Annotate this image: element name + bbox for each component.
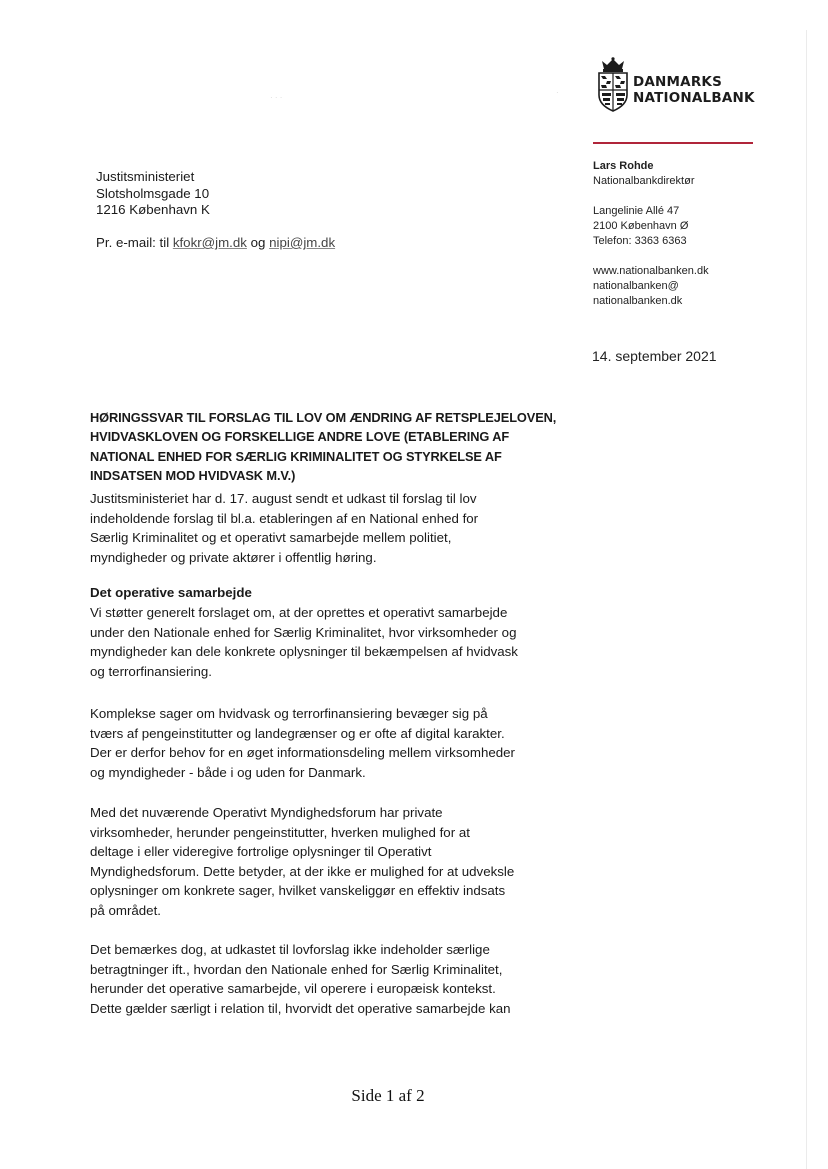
letter-date: 14. september 2021: [592, 348, 717, 364]
email-connector: og: [246, 235, 270, 250]
paragraph-line: virksomheder, herunder pengeinstitutter, hverken mulighed for at: [90, 824, 470, 840]
recipient-address: [96, 169, 210, 219]
sender-address-line2: 2100 København Ø: [593, 220, 689, 232]
scan-speck: ·: [556, 88, 559, 97]
sender-email-line1[interactable]: nationalbanken@: [593, 280, 679, 292]
sender-web: [593, 264, 709, 309]
sender-title: Nationalbankdirektør: [593, 175, 695, 187]
section-heading: Det operative samarbejde: [90, 585, 252, 600]
paragraph-1: [90, 603, 518, 681]
paragraph-3: [90, 803, 514, 921]
subject-line: NATIONAL ENHED FOR SÆRLIG KRIMINALITET OG STYRKELSE AF: [90, 448, 502, 464]
page-edge-line: [806, 30, 807, 1169]
recipient-line3: 1216 København K: [96, 202, 210, 217]
crown-shield-icon: [596, 57, 630, 113]
paragraph-4: [90, 940, 511, 1018]
sender-website[interactable]: www.nationalbanken.dk: [593, 265, 709, 277]
paragraph-line: tværs af pengeinstitutter og landegrænser og er ofte af digital karakter.: [90, 725, 505, 741]
bank-name: [633, 74, 755, 106]
paragraph-line: Myndighedsforum. Dette betyder, at der ikke er mulighed for at udveksle: [90, 863, 515, 879]
subject-line: INDSATSEN MOD HVIDVASK M.V.): [90, 467, 296, 483]
sender-block: [593, 159, 695, 189]
paragraph-line: deltage i eller videregive fortrolige oplysninger til Operativt: [90, 844, 432, 860]
email-prefix: Pr. e-mail: til: [96, 235, 173, 250]
recipient-line1: Justitsministeriet: [96, 169, 195, 184]
email-link-nipi[interactable]: nipi@jm.dk: [269, 235, 336, 250]
paragraph-line: indeholdende forslag til bl.a. etableringen af en National enhed for: [90, 510, 479, 526]
email-link-kfokr[interactable]: kfokr@jm.dk: [172, 235, 247, 250]
paragraph-line: herunder det operative samarbejde, vil operere i europæisk kontekst.: [90, 981, 496, 997]
paragraph-line: betragtninger ift., hvordan den Nationale enhed for Særlig Kriminalitet,: [90, 961, 503, 977]
paragraph-line: Med det nuværende Operativt Myndighedsforum har private: [90, 805, 443, 820]
paragraph-line: og terrorfinansiering.: [90, 663, 212, 679]
paragraph-line: Det bemærkes dog, at udkastet til lovforslag ikke indeholder særlige: [90, 942, 490, 957]
paragraph-line: oplysninger om konkrete sager, hvilket vanskeliggør en effektiv indsats: [90, 883, 506, 899]
sender-name: Lars Rohde: [593, 160, 654, 172]
subject-line: HVIDVASKLOVEN OG FORSKELLIGE ANDRE LOVE (ETABLERING AF: [90, 429, 510, 445]
page-number-footer: Side 1 af 2: [351, 1086, 425, 1105]
paragraph-2: [90, 704, 515, 782]
paragraph-line: på området.: [90, 902, 161, 918]
scan-speck: · · ·: [270, 93, 283, 102]
subject-heading: [90, 408, 590, 485]
sender-address: [593, 204, 688, 249]
subject-line: HØRINGSSVAR TIL FORSLAG TIL LOV OM ÆNDRING AF RETSPLEJELOVEN,: [90, 410, 557, 425]
paragraph-line: myndigheder kan dele konkrete oplysninger til bekæmpelsen af hvidvask: [90, 644, 518, 660]
bank-name-line1: DANMARKS: [633, 74, 723, 90]
paragraph-line: Justitsministeriet har d. 17. august sendt et udkast til forslag til lov: [90, 491, 477, 506]
bank-name-line2: NATIONALBANK: [633, 90, 755, 106]
paragraph-line: under den Nationale enhed for Særlig Kriminalitet, hvor virksomheder og: [90, 624, 517, 640]
intro-paragraph: [90, 489, 478, 567]
paragraph-line: Særlig Kriminalitet og et operativt samarbejde mellem politiet,: [90, 530, 452, 546]
recipient-line2: Slotsholmsgade 10: [96, 185, 210, 201]
paragraph-line: Dette gælder særligt i relation til, hvorvidt det operative samarbejde kan: [90, 1000, 511, 1016]
paragraph-line: og myndigheder - både i og uden for Danmark.: [90, 764, 366, 780]
sender-email-line2[interactable]: nationalbanken.dk: [593, 295, 683, 307]
email-line: [96, 235, 335, 250]
paragraph-line: Der er derfor behov for en øget informationsdeling mellem virksomheder: [90, 745, 515, 761]
sender-phone: Telefon: 3363 6363: [593, 235, 687, 247]
paragraph-line: myndigheder og private aktører i offentlig høring.: [90, 549, 377, 565]
nationalbank-logo: [596, 57, 766, 113]
paragraph-line: Vi støtter generelt forslaget om, at der oprettes et operativt samarbejde: [90, 605, 508, 620]
accent-rule: [593, 142, 753, 144]
paragraph-line: Komplekse sager om hvidvask og terrorfinansiering bevæger sig på: [90, 706, 488, 721]
sender-address-line1: Langelinie Allé 47: [593, 205, 680, 217]
